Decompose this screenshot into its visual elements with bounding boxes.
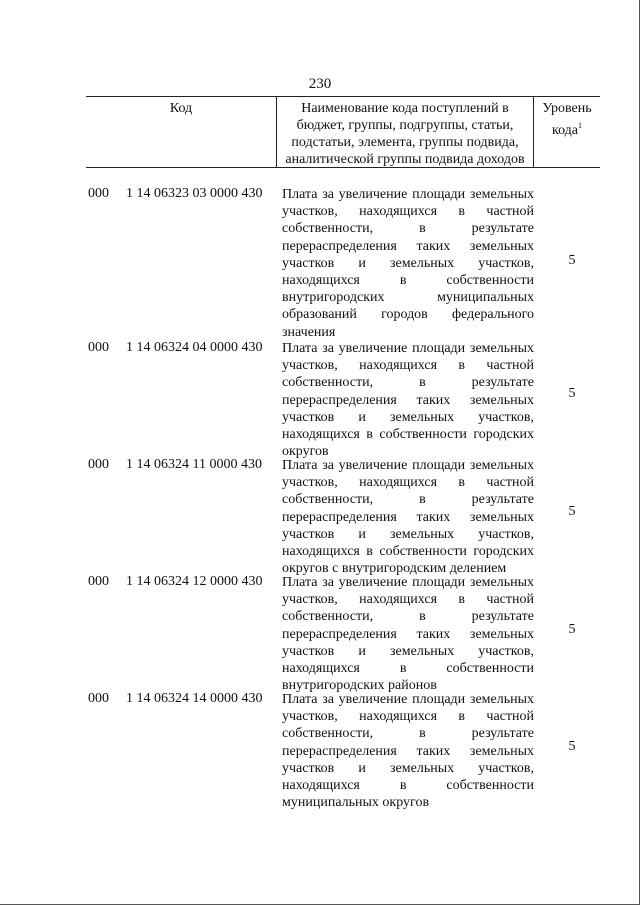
header-name-line: Наименование кода поступлений в <box>301 101 509 116</box>
admin-code: 000 <box>88 340 109 355</box>
income-code: 1 14 06323 03 0000 430 <box>126 186 263 201</box>
code-level: 5 <box>568 739 576 754</box>
code-level: 5 <box>568 386 576 401</box>
income-code: 1 14 06324 12 0000 430 <box>126 574 263 589</box>
header-name <box>276 97 534 167</box>
income-name: Плата за увеличение площади земельных участков, находящихся в частной собственности, в результате перераспределения таких земельных участков и земельных участков, находящихся в собственности городских округов <box>282 341 534 460</box>
admin-code: 000 <box>88 186 109 201</box>
admin-code: 000 <box>88 574 109 589</box>
admin-code: 000 <box>88 457 109 472</box>
code-level: 5 <box>568 253 576 268</box>
table-header <box>86 96 600 168</box>
header-level <box>534 97 600 167</box>
header-name-line: аналитической группы подвида доходов <box>285 152 525 167</box>
header-level-line: Уровень <box>542 101 592 116</box>
header-name-line: подстатьи, элемента, группы подвида, <box>291 135 519 150</box>
footnote-mark: 1 <box>578 121 583 130</box>
income-name: Плата за увеличение площади земельных участков, находящихся в частной собственности, в результате перераспределения таких земельных участков и земельных участков, находящихся в собственности внутригородских районов <box>282 575 534 694</box>
page-number: 230 <box>308 76 332 92</box>
income-name: Плата за увеличение площади земельных участков, находящихся в частной собственности, в результате перераспределения таких земельных участков и земельных участков, находящихся в собственности внутригородских муниципальных образований городов федерального значения <box>282 187 534 340</box>
admin-code: 000 <box>88 691 109 706</box>
income-name: Плата за увеличение площади земельных участков, находящихся в частной собственности, в результате перераспределения таких земельных участков и земельных участков, находящихся в собственности городских округов с внутригородским делением <box>282 458 534 577</box>
code-level: 5 <box>568 504 576 519</box>
header-name-line: бюджет, группы, подгруппы, статьи, <box>296 118 514 133</box>
header-level-line: кода$^1$ <box>551 121 583 138</box>
income-code: 1 14 06324 04 0000 430 <box>126 340 263 355</box>
income-name: Плата за увеличение площади земельных участков, находящихся в частной собственности, в результате перераспределения таких земельных участков и земельных участков, находящихся в собственности муниципальных округов <box>282 692 534 811</box>
income-code: 1 14 06324 11 0000 430 <box>126 457 262 472</box>
header-code: Код <box>169 101 193 116</box>
code-level: 5 <box>568 622 576 637</box>
income-code: 1 14 06324 14 0000 430 <box>126 691 263 706</box>
